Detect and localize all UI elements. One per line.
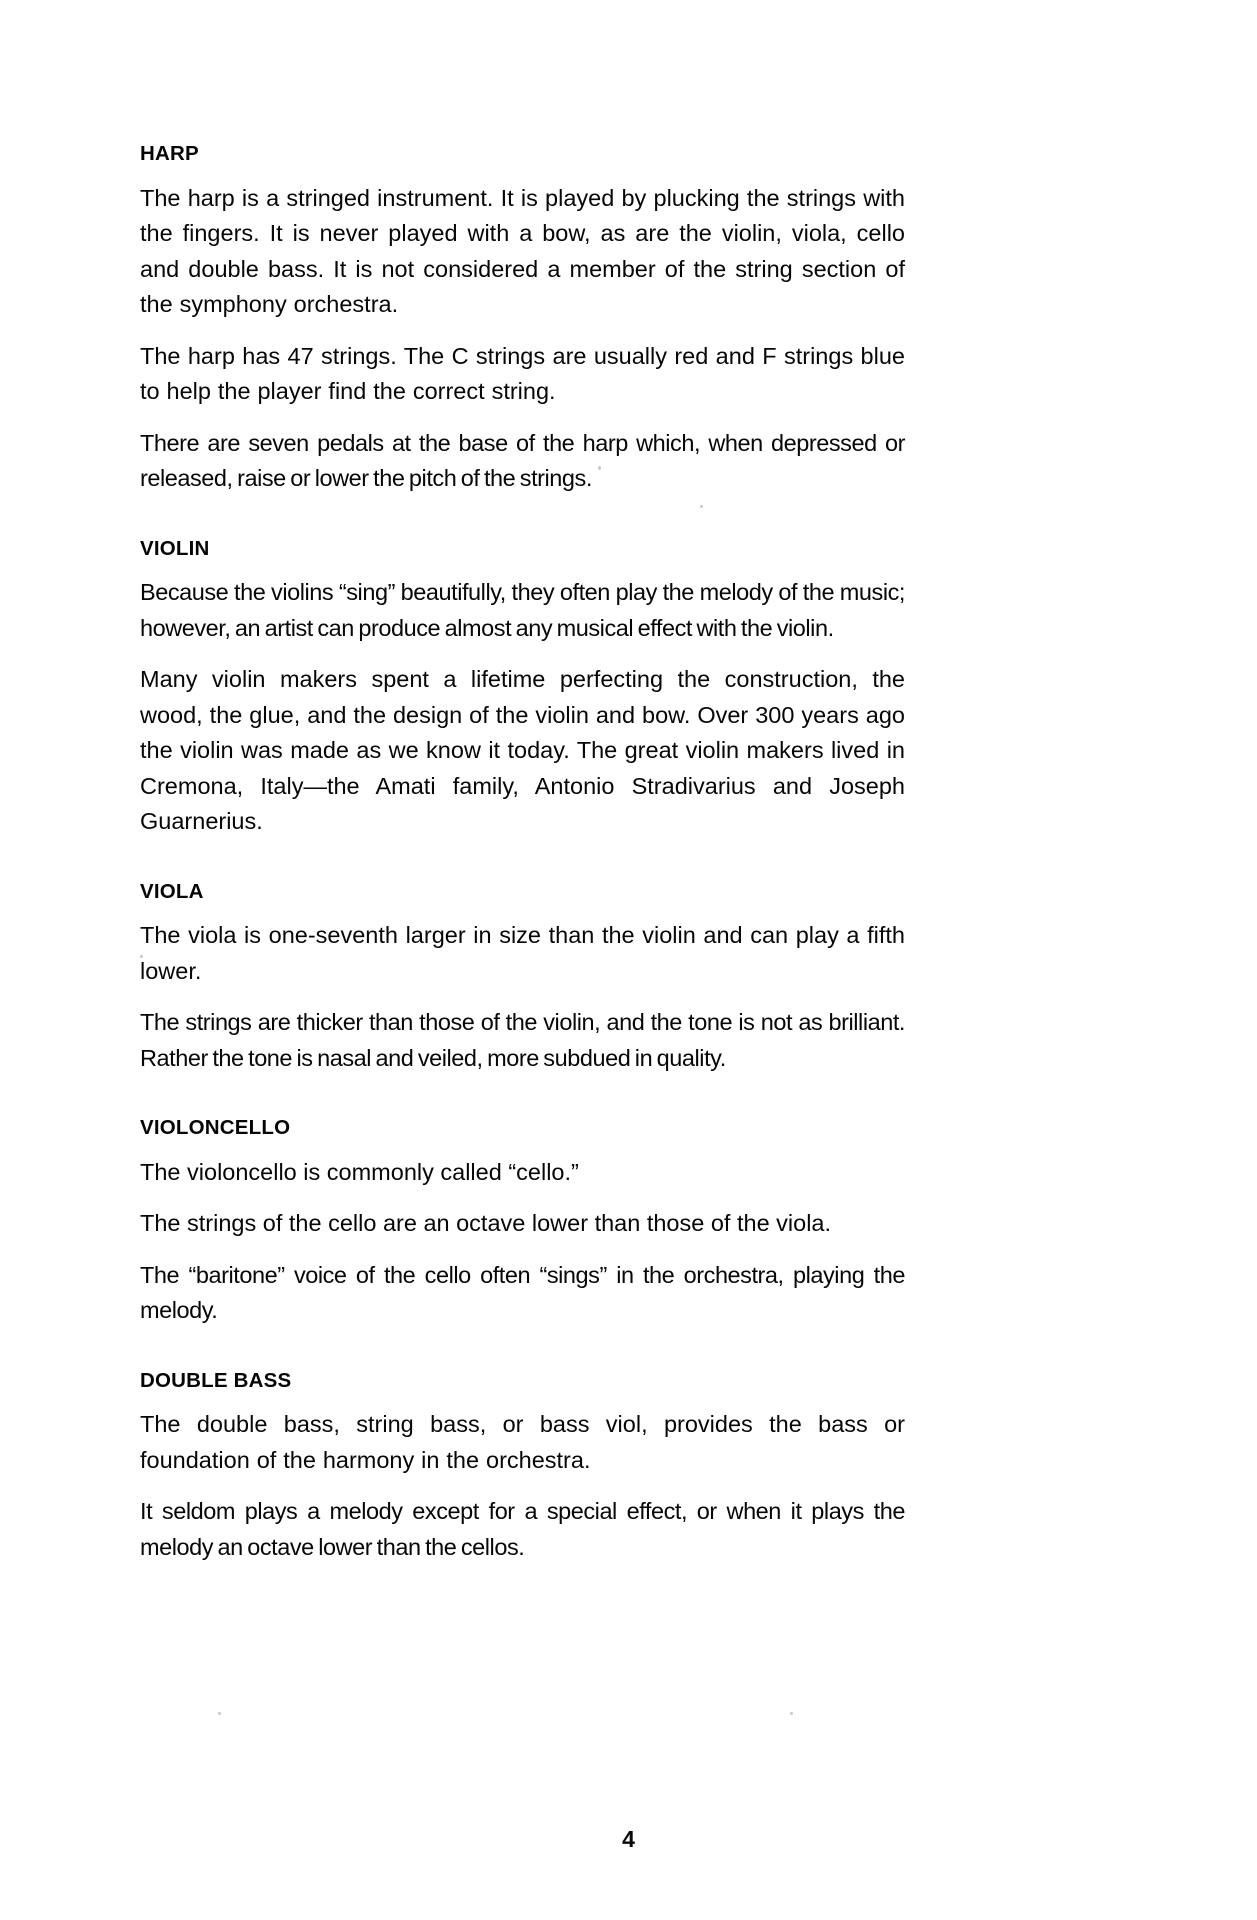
section-heading-violoncello: VIOLONCELLO <box>140 1116 291 1140</box>
paragraph-double-bass-2: It seldom plays a melody except for a special effect, or when it plays the melody an octave lower than the cellos. <box>140 1498 905 1560</box>
section-viola <box>140 880 905 1077</box>
section-heading-violin: VIOLIN <box>140 536 210 560</box>
paragraph-violoncello-2: The strings of the cello are an octave lower than those of the viola. <box>140 1210 832 1237</box>
section-heading-double-bass: DOUBLE BASS <box>140 1368 292 1392</box>
section-harp <box>140 142 905 497</box>
paragraph-violin-2: Many violin makers spent a lifetime perfecting the construction, the wood, the glue, and the design of the violin and bow. Over 300 years ago the violin was made as we know it today. The great violin makers lived in Cremona, Italy—the Amati family, Antonio Stradivarius and Joseph Guarnerius. <box>140 666 905 835</box>
scan-speck <box>140 955 143 958</box>
paragraph-violoncello-1: The violoncello is commonly called “cello.” <box>140 1158 579 1185</box>
section-double-bass <box>140 1369 905 1566</box>
section-violoncello <box>140 1116 905 1329</box>
paragraph-double-bass-1: The double bass, string bass, or bass viol, provides the bass or foundation of the harmony in the orchestra. <box>140 1411 905 1473</box>
scan-speck <box>598 466 601 470</box>
section-heading-harp: HARP <box>140 142 199 165</box>
section-heading-viola: VIOLA <box>140 879 204 903</box>
scan-speck <box>700 505 703 508</box>
scan-speck <box>218 1712 221 1715</box>
paragraph-violoncello-3: The “baritone” voice of the cello often “sings” in the orchestra, playing the melody. <box>140 1261 905 1324</box>
paragraph-violin-1: Because the violins “sing” beautifully, they often play the melody of the music; however, an artist can produce almost any musical effect with the violin. <box>140 579 905 641</box>
section-violin <box>140 537 905 840</box>
page-content <box>140 142 905 1565</box>
scan-speck <box>790 1712 793 1715</box>
paragraph-harp-1: The harp is a stringed instrument. It is played by plucking the strings with the fingers. It is never played with a bow, as are the violin, viola, cello and double bass. It is not considered a member of the string section of the symphony orchestra. <box>140 184 905 318</box>
paragraph-harp-2: The harp has 47 strings. The C strings are usually red and F strings blue to help the player find the correct string. <box>140 342 905 405</box>
paragraph-viola-1: The viola is one-seventh larger in size than the violin and can play a fifth lower. <box>140 922 905 984</box>
page-number: 4 <box>622 1826 635 1852</box>
paragraph-viola-2: The strings are thicker than those of the violin, and the tone is not as brilliant. Rather the tone is nasal and veiled, more subdued in quality. <box>140 1009 905 1071</box>
paragraph-harp-3: There are seven pedals at the base of the harp which, when depressed or released, raise or lower the pitch of the strings. <box>140 429 905 492</box>
